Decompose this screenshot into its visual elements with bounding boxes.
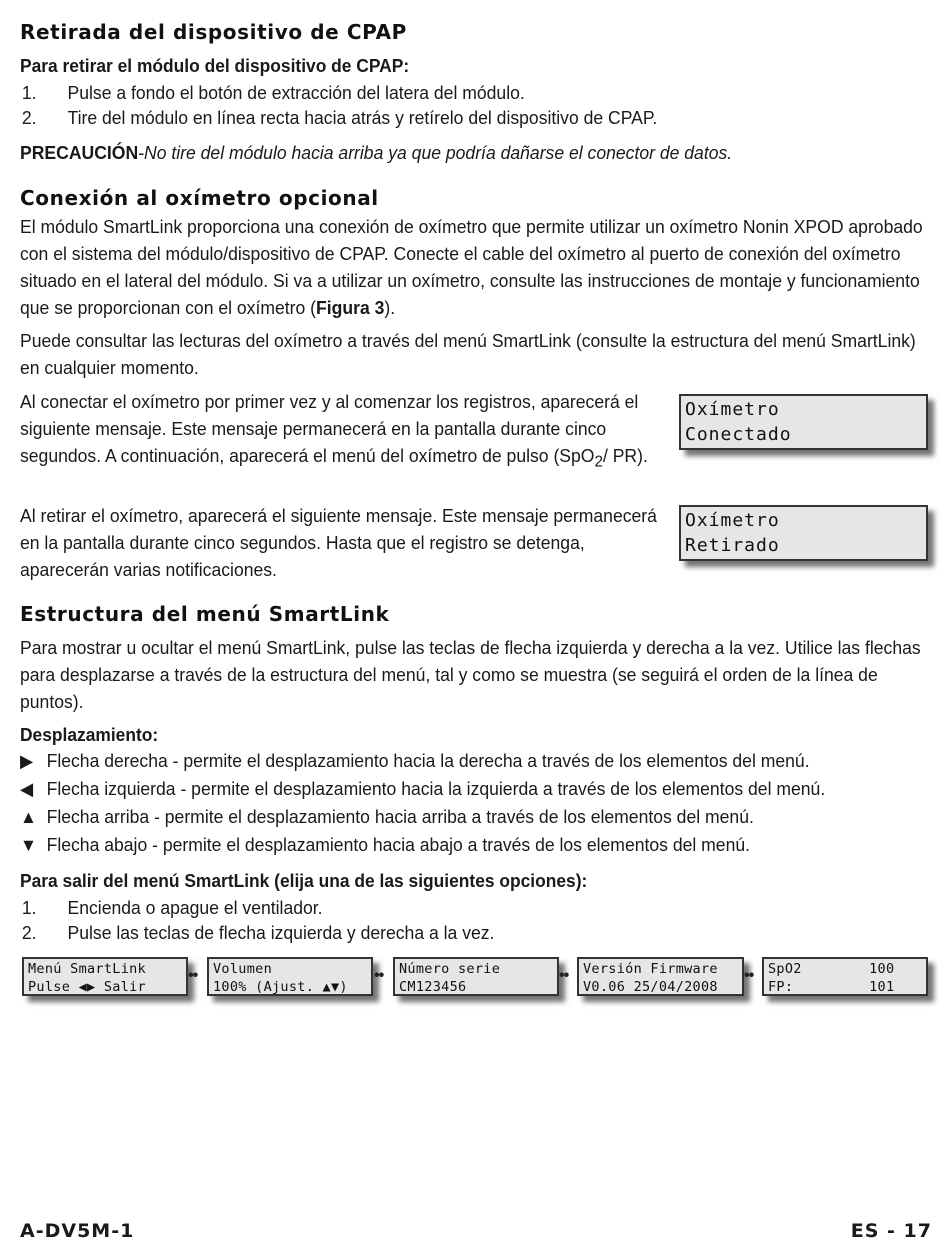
arrow-down-icon: ▼	[20, 835, 37, 855]
removal-subtitle: Para retirar el módulo del dispositivo de CPAP:	[20, 55, 410, 76]
oximeter-para-2: Puede consultar las lecturas del oxímetro a través del menú SmartLink (consulte la estructura del menú SmartLink) en cualquier momento.	[20, 330, 916, 378]
section-title-oximeter: Conexión al oxímetro opcional	[20, 186, 379, 210]
dotted-connector: ••	[559, 967, 569, 984]
footer-page-number: ES - 17	[850, 1220, 932, 1242]
list-item: 2. Tire del módulo en línea recta hacia atrás y retírelo del dispositivo de CPAP.	[21, 107, 658, 128]
oximeter-para-1: El módulo SmartLink proporciona una conexión de oxímetro que permite utilizar un oxímetro Nonin XPOD aprobado con el sistema del módulo/dispositivo de CPAP. Conecte el cable del oxímetro al puerto de conexión del oxímetro situado en el lateral del módulo. Si va a utilizar un oxímetro, consulte las instrucciones de montaje y funcionamiento que se proporcionan con el oxímetro (Figura 3).	[20, 216, 923, 318]
footer-doc-code: A-DV5M-1	[20, 1220, 135, 1242]
lcd-oximeter-connected: Oxímetro Conectado	[679, 394, 928, 450]
exit-steps	[20, 895, 519, 945]
list-item: ▶ Flecha derecha - permite el desplazamiento hacia la derecha a través de los elementos del menú.	[20, 747, 825, 775]
caution-note: PRECAUCIÓN-No tire del módulo hacia arriba ya que podría dañarse el conector de datos.	[20, 142, 733, 163]
lcd-menu-smartlink: Menú SmartLink Pulse ◀▶ Salir	[22, 957, 188, 996]
lcd-menu-firmware: Versión Firmware V0.06 25/04/2008	[577, 957, 744, 996]
lcd-oximeter-removed: Oxímetro Retirado	[679, 505, 928, 561]
arrow-up-icon: ▲	[20, 807, 37, 827]
dotted-connector: ••	[374, 967, 384, 984]
list-item: ◀ Flecha izquierda - permite el desplazamiento hacia la izquierda a través de los elementos del menú.	[20, 775, 825, 803]
oximeter-para-3: Al conectar el oxímetro por primer vez y al comenzar los registros, aparecerá el siguiente mensaje. Este mensaje permanecerá en la pantalla durante cinco segundos. A continuación, aparecerá el menú del oxímetro de pulso (SpO$_2$/ PR).	[20, 391, 648, 471]
oximeter-para-4: Al retirar el oxímetro, aparecerá el siguiente mensaje. Este mensaje permanecerá en la pantalla durante cinco segundos. Hasta que el registro se detenga, aparecerán varias notificaciones.	[20, 505, 657, 580]
list-item: ▲ Flecha arriba - permite el desplazamiento hacia arriba a través de los elementos del menú.	[20, 803, 825, 831]
lcd-menu-volume: Volumen 100% (Ajust. ▲▼)	[207, 957, 373, 996]
section-title-menu-structure: Estructura del menú SmartLink	[20, 602, 390, 626]
removal-steps	[20, 80, 691, 130]
navigation-title: Desplazamiento:	[20, 724, 159, 745]
lcd-menu-spo2: SpO2 100 FP: 101	[762, 957, 928, 996]
list-item: 2. Pulse las teclas de flecha izquierda y derecha a la vez.	[21, 922, 495, 943]
menu-structure-para: Para mostrar u ocultar el menú SmartLink, pulse las teclas de flecha izquierda y derecha a la vez. Utilice las flechas para desplazarse a través de la estructura del menú, tal y como se muestra (se seguirá el orden de la línea de puntos).	[20, 637, 921, 712]
section-title-removal: Retirada del dispositivo de CPAP	[20, 20, 407, 44]
dotted-connector: ••	[744, 967, 754, 984]
list-item: 1. Encienda o apague el ventilador.	[21, 897, 323, 918]
arrow-right-icon: ▶	[20, 751, 34, 771]
list-item: 1. Pulse a fondo el botón de extracción del latera del módulo.	[21, 82, 525, 103]
arrow-left-icon: ◀	[20, 779, 34, 799]
lcd-menu-serial: Número serie CM123456	[393, 957, 559, 996]
dotted-connector: ••	[188, 967, 198, 984]
list-item: ▼ Flecha abajo - permite el desplazamiento hacia abajo a través de los elementos del menú.	[20, 831, 825, 859]
navigation-list	[20, 747, 868, 859]
exit-title: Para salir del menú SmartLink (elija una de las siguientes opciones):	[20, 870, 588, 891]
